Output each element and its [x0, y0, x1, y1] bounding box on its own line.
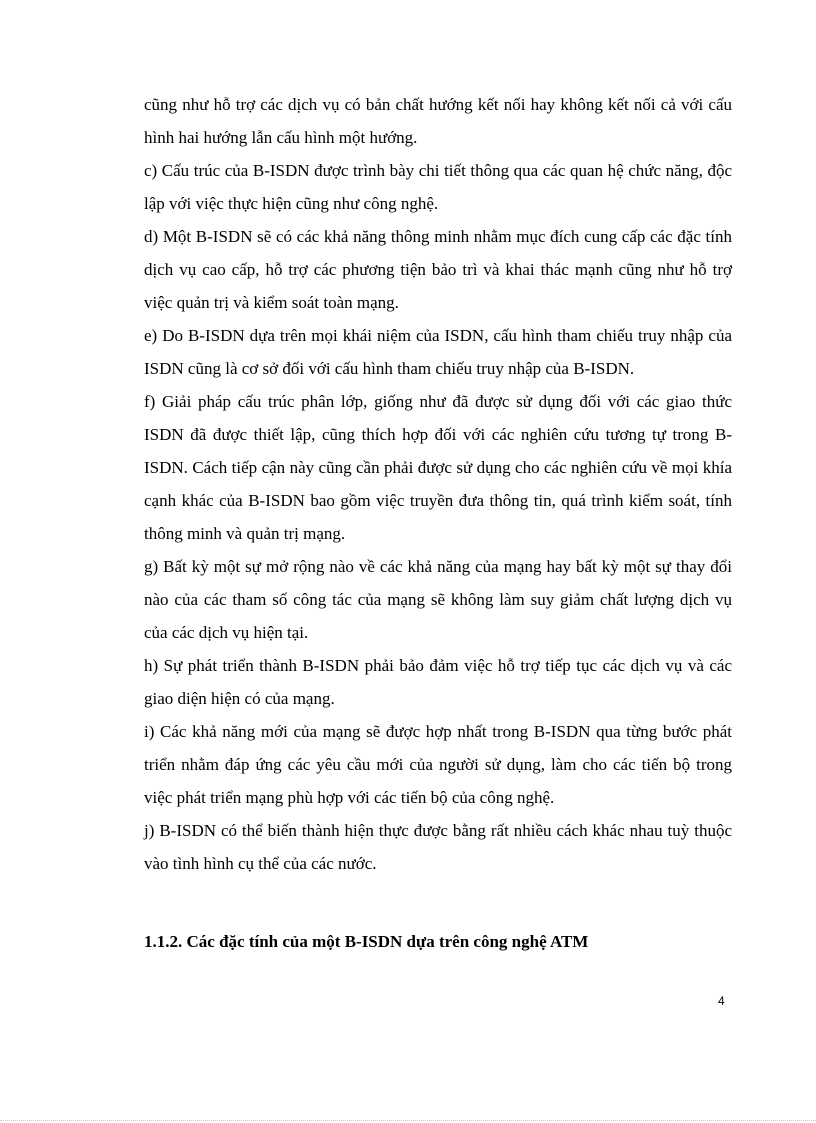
paragraph-item-e: e) Do B-ISDN dựa trên mọi khái niệm của ISDN, cấu hình tham chiếu truy nhập của ISDN cũng là cơ sở đối với cấu hình tham chiếu truy nhập của B-ISDN. — [144, 326, 732, 378]
paragraph-item-f: f) Giải pháp cấu trúc phân lớp, giống như đã được sử dụng đối với các giao thức ISDN đã được thiết lập, cũng thích hợp đối với các nghiên cứu tương tự trong B-ISDN. Cách tiếp cận này cũng cần phải được sử dụng cho các nghiên cứu về mọi khía cạnh khác của B-ISDN bao gồm việc truyền đưa thông tin, quá trình kiểm soát, tính thông minh và quản trị mạng. — [144, 392, 732, 543]
paragraph-item-c: c) Cấu trúc của B-ISDN được trình bày chi tiết thông qua các quan hệ chức năng, độc lập với việc thực hiện cũng như công nghệ. — [144, 161, 732, 213]
paragraph-item-h: h) Sự phát triển thành B-ISDN phải bảo đảm việc hỗ trợ tiếp tục các dịch vụ và các giao diện hiện có của mạng. — [144, 656, 732, 708]
paragraph-item-i: i) Các khả năng mới của mạng sẽ được hợp nhất trong B-ISDN qua từng bước phát triển nhằm đáp ứng các yêu cầu mới của người sử dụng, làm cho các tiến bộ trong việc phát triển mạng phù hợp với các tiến bộ của công nghệ. — [144, 722, 732, 807]
paragraph-item-d: d) Một B-ISDN sẽ có các khả năng thông minh nhằm mục đích cung cấp các đặc tính dịch vụ cao cấp, hỗ trợ các phương tiện bảo trì và khai thác mạnh cũng như hỗ trợ việc quản trị và kiểm soát toàn mạng. — [144, 227, 732, 312]
paragraph-continuation: cũng như hỗ trợ các dịch vụ có bản chất hướng kết nối hay không kết nối cả với cấu hình hai hướng lẫn cấu hình một hướng. — [144, 95, 732, 147]
paragraph-item-g: g) Bất kỳ một sự mở rộng nào về các khả năng của mạng hay bất kỳ một sự thay đổi nào của các tham số công tác của mạng sẽ không làm suy giảm chất lượng dịch vụ của các dịch vụ hiện tại. — [144, 557, 732, 642]
page-number: 4 — [718, 994, 725, 1008]
section-heading: 1.1.2. Các đặc tính của một B-ISDN dựa trên công nghệ ATM — [144, 932, 589, 951]
page-bottom-divider — [0, 1120, 816, 1121]
paragraph-item-j: j) B-ISDN có thể biến thành hiện thực được bằng rất nhiều cách khác nhau tuỳ thuộc vào tình hình cụ thể của các nước. — [144, 821, 732, 873]
body-text — [144, 88, 732, 880]
